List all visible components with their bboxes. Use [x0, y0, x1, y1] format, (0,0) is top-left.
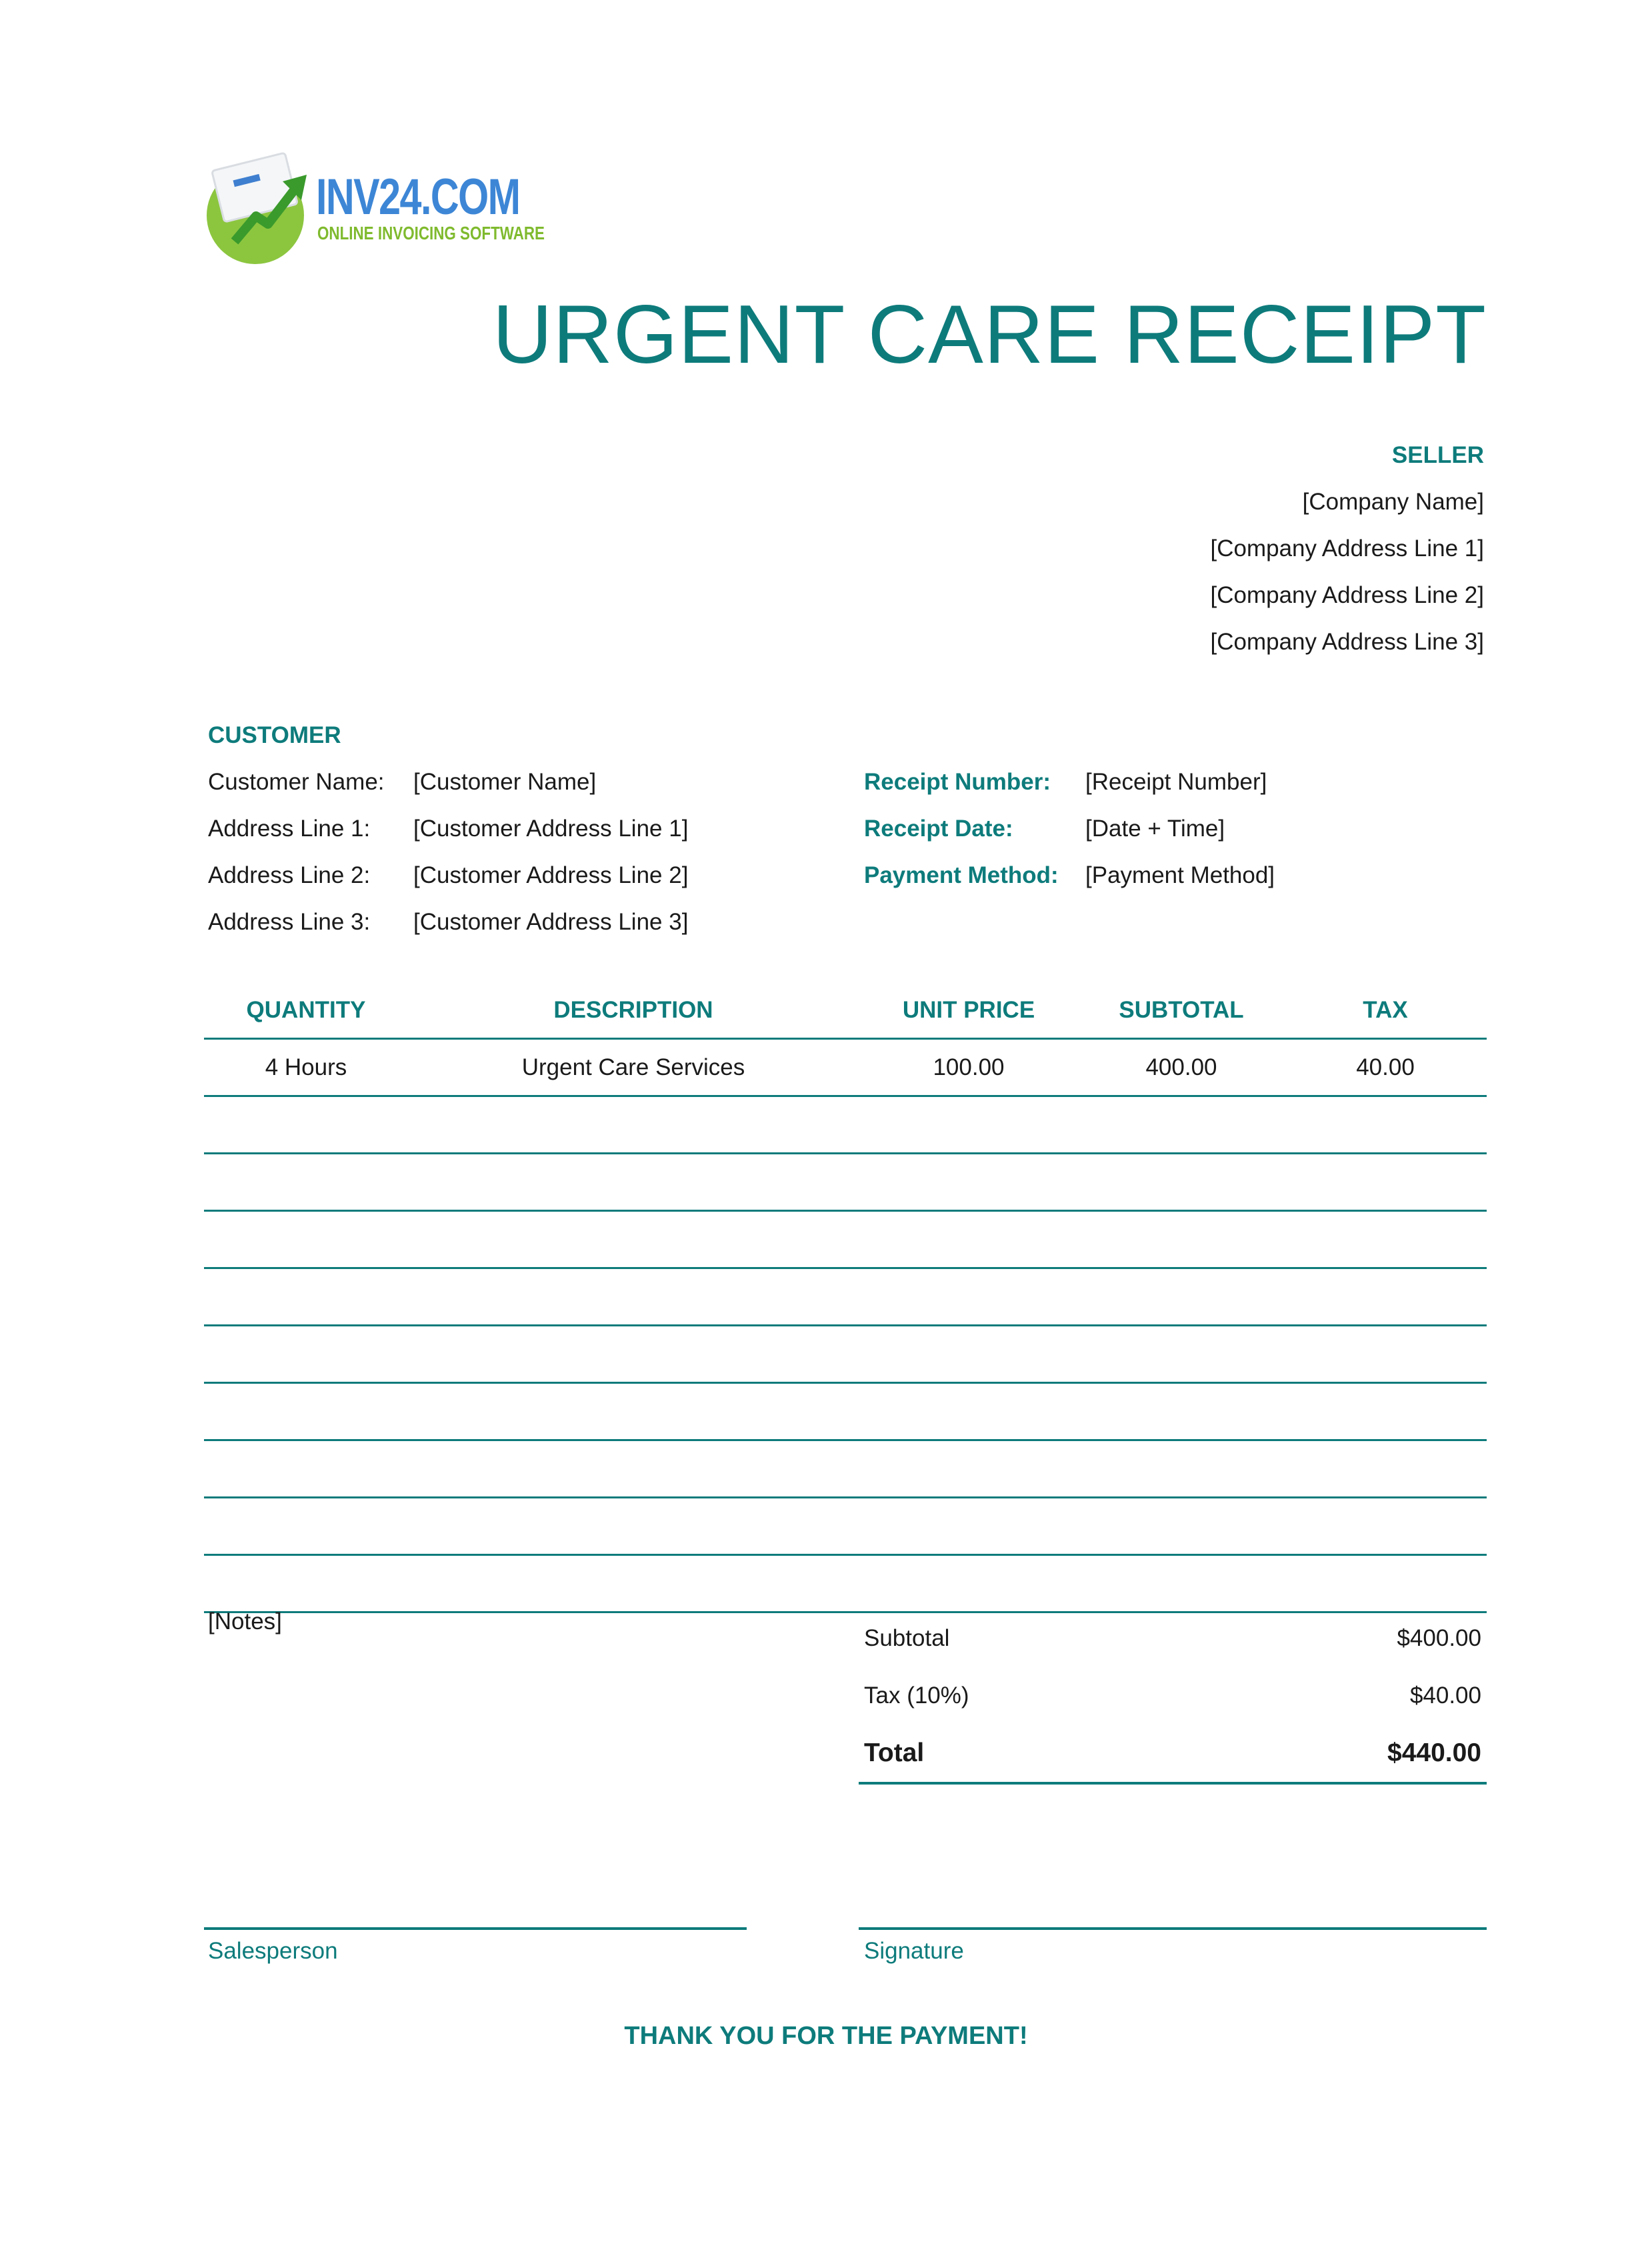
cell-unit-price: 100.00: [933, 1054, 1005, 1080]
header-unit-price: UNIT PRICE: [902, 997, 1035, 1023]
receipt-field-row: [864, 852, 1275, 899]
salesperson-signature-line: [204, 1927, 747, 1930]
subtotal-value: $400.00: [1397, 1625, 1481, 1651]
table-row: [204, 1212, 1487, 1269]
customer-field-row: [208, 759, 688, 806]
address-line-1-value: [Customer Address Line 1]: [413, 816, 689, 842]
receipt-field-row: [864, 759, 1275, 806]
seller-address-line-2: [Company Address Line 2]: [1210, 582, 1484, 608]
total-value: $440.00: [1387, 1739, 1481, 1767]
header-subtotal: SUBTOTAL: [1119, 997, 1244, 1023]
items-table: [204, 983, 1487, 1613]
subtotal-label: Subtotal: [864, 1625, 950, 1651]
table-row: [204, 1384, 1487, 1441]
cell-quantity: 4 Hours: [265, 1054, 347, 1080]
logo-tagline: ONLINE INVOICING SOFTWARE: [317, 223, 545, 243]
seller-block: [1210, 432, 1484, 666]
cell-tax: 40.00: [1356, 1054, 1415, 1080]
customer-name-label: Customer Name:: [208, 769, 385, 795]
tax-value: $40.00: [1409, 1682, 1481, 1709]
table-row: [204, 1269, 1487, 1326]
receipt-meta-block: [864, 759, 1275, 899]
company-logo: [207, 155, 545, 255]
address-line-2-label: Address Line 2:: [208, 862, 371, 888]
address-line-1-label: Address Line 1:: [208, 816, 371, 842]
header-tax: TAX: [1363, 997, 1408, 1023]
tax-label: Tax (10%): [864, 1682, 969, 1709]
customer-name-value: [Customer Name]: [413, 769, 597, 795]
seller-company-name: [Company Name]: [1302, 489, 1484, 515]
customer-heading: CUSTOMER: [208, 722, 341, 748]
totals-block: [859, 1610, 1487, 1785]
receipt-date-value: [Date + Time]: [1085, 816, 1225, 842]
payment-method-label: Payment Method:: [864, 862, 1059, 888]
table-row: [204, 1556, 1487, 1613]
logo-name: INV24.COM: [316, 169, 520, 225]
payment-method-value: [Payment Method]: [1085, 862, 1275, 888]
table-row: [204, 1326, 1487, 1384]
salesperson-signature-field: [204, 1927, 747, 1965]
customer-field-row: [208, 852, 688, 899]
address-line-2-value: [Customer Address Line 2]: [413, 862, 689, 888]
customer-field-row: [208, 806, 688, 852]
signature-line: [859, 1927, 1487, 1930]
notes-text: [Notes]: [208, 1608, 282, 1634]
address-line-3-value: [Customer Address Line 3]: [413, 909, 689, 935]
total-label: Total: [864, 1739, 925, 1767]
total-row: [859, 1725, 1487, 1785]
table-row: [204, 1040, 1487, 1097]
table-row: [204, 1154, 1487, 1212]
customer-field-row: [208, 899, 688, 946]
salesperson-label: Salesperson: [208, 1938, 338, 1964]
seller-address-line-1: [Company Address Line 1]: [1210, 535, 1484, 562]
customer-signature-field: [859, 1927, 1487, 1965]
table-row: [204, 1097, 1487, 1154]
tax-row: [859, 1667, 1487, 1725]
seller-address-line-3: [Company Address Line 3]: [1210, 629, 1484, 655]
thank-you-message: THANK YOU FOR THE PAYMENT!: [624, 2022, 1028, 2050]
signature-label: Signature: [864, 1938, 964, 1964]
receipt-number-label: Receipt Number:: [864, 769, 1051, 795]
table-header: [204, 983, 1487, 1040]
customer-block: [208, 712, 688, 946]
cell-subtotal: 400.00: [1145, 1054, 1217, 1080]
receipt-field-row: [864, 806, 1275, 852]
subtotal-row: [859, 1610, 1487, 1667]
address-line-3-label: Address Line 3:: [208, 909, 371, 935]
table-row: [204, 1441, 1487, 1498]
header-description: DESCRIPTION: [553, 997, 713, 1023]
page-title: URGENT CARE RECEIPT: [492, 289, 1487, 381]
seller-heading: SELLER: [1391, 442, 1484, 468]
logo-growth-arrow-icon: [229, 175, 308, 248]
table-row: [204, 1498, 1487, 1556]
receipt-number-value: [Receipt Number]: [1085, 769, 1267, 795]
header-quantity: QUANTITY: [246, 997, 366, 1023]
cell-description: Urgent Care Services: [521, 1054, 745, 1080]
receipt-date-label: Receipt Date:: [864, 816, 1013, 842]
